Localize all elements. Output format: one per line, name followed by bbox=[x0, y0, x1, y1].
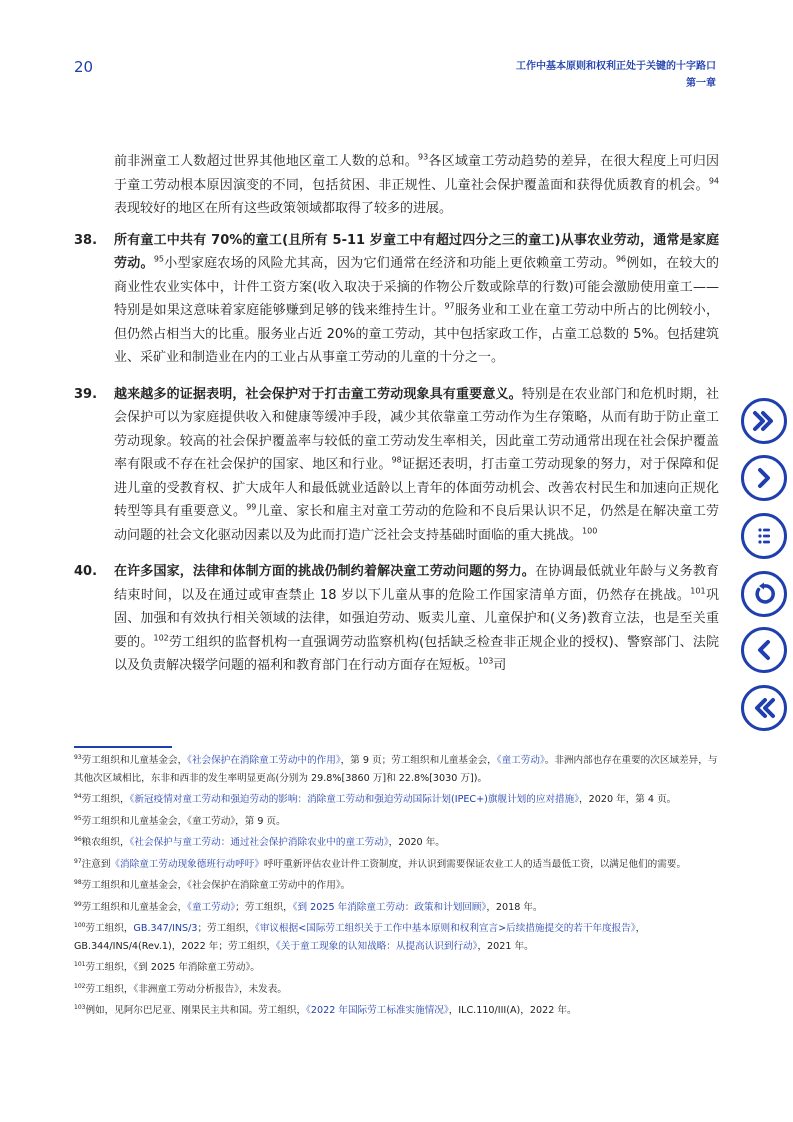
text: 证据还表明，打击童工劳动现象的努力，对于保障和促进儿童的受教育权、扩大成年人和最低就业适龄以上青年的体面劳动机会、改善农村民生和加速向正规化转型等具有重要意义。 bbox=[114, 457, 719, 519]
footnote-number: 96 bbox=[74, 835, 82, 843]
citation-link[interactable]: 《审议根据<国际劳工组织关于工作中基本原则和权利宣言>后续措施提交的若干年度报告》 bbox=[255, 923, 636, 934]
chevron-right-icon bbox=[741, 455, 787, 501]
text: 服务业和工业在童工劳动中所占的比例较小，但仍然占相当大的比重。服务业占近 20%的童工劳动，其中包括家政工作，占童工总数的 5%。包括建筑业、采矿业和制造业在内的工业占从事童工劳动的儿童的十分之一。 bbox=[114, 303, 719, 365]
text: 劳工组织， bbox=[81, 794, 130, 805]
text: 司 bbox=[493, 658, 507, 673]
text: 劳工组织和儿童基金会， bbox=[81, 755, 188, 766]
fast-rewind-icon bbox=[741, 685, 787, 731]
paragraph-39 bbox=[74, 383, 719, 548]
footnote-number: 97 bbox=[74, 857, 82, 865]
text: ；劳工组织， bbox=[197, 923, 256, 934]
text: 表现较好的地区在所有这些政策领域都取得了较多的进展。 bbox=[114, 201, 453, 216]
citation-link[interactable]: 《关于童工现象的认知战略：从提高认识到行动》 bbox=[275, 940, 478, 952]
paragraph-38 bbox=[74, 229, 719, 370]
footnote-103 bbox=[74, 1002, 724, 1020]
paragraph-number: 40. bbox=[74, 564, 98, 579]
footnote-96 bbox=[74, 834, 724, 852]
text: 例如，在较大的商业性农业实体中，计件工资方案(收入取决于采摘的作物公斤数或除草的行数)可能会激励使用童工——特别是如果这意味着家庭能够赚到足够的钱来维持生计。 bbox=[114, 256, 719, 318]
footnote-93 bbox=[74, 752, 724, 787]
footnote-ref[interactable]: 101 bbox=[690, 586, 706, 596]
text: 各区域童工劳动趋势的差异，在很大程度上可归因于童工劳动根本原因演变的不同，包括贫困、非正规性、儿童社会保护覆盖面和获得优质教育的机会。 bbox=[114, 154, 719, 193]
paragraph-40 bbox=[74, 560, 719, 678]
text: 。非洲内部也存在重要的次区域差异，与其他次区域相比，东非和西非的发生率明显更高(分别为 29.8%[3860 万]和 22.8%[3030 万])。 bbox=[74, 755, 718, 784]
text: 巩固、加强和有效执行相关领域的法律，如强迫劳动、贩卖儿童、儿童保护和(义务)教育立法，也是至关重要的。 bbox=[114, 587, 719, 650]
text: 劳工组织和儿童基金会，《童工劳动》，第 9 页。 bbox=[81, 815, 286, 827]
fast-rewind-button[interactable] bbox=[741, 685, 787, 731]
text: 劳工组织的监督机构一直强调劳动监察机构(包括缺乏检查非正规企业的授权)、警察部门、法院以及负责解决辍学问题的福利和教育部门在行动方面存在短板。 bbox=[114, 634, 719, 673]
text: ，GB.344/INS/4(Rev.1)，2022 年；劳工组织， bbox=[74, 923, 646, 952]
footnote-divider bbox=[74, 746, 172, 748]
footnote-ref[interactable]: 97 bbox=[444, 301, 455, 311]
chevron-left-icon bbox=[741, 627, 787, 673]
footnote-number: 94 bbox=[74, 792, 82, 800]
footnote-number: 102 bbox=[74, 982, 86, 990]
paragraph-lead: 所有童工中共有 70%的童工(且所有 5-11 岁童工中有超过四分之三的童工)从事农业劳动，通常是家庭劳动。 bbox=[114, 232, 719, 271]
return-button[interactable] bbox=[741, 571, 787, 617]
footnote-ref[interactable]: 95 bbox=[153, 254, 165, 264]
paragraph-number: 39. bbox=[74, 386, 98, 402]
citation-link[interactable]: 《消除童工劳动现象德班行动呼吁》 bbox=[110, 858, 264, 870]
footnote-number: 100 bbox=[74, 921, 86, 929]
fast-forward-icon bbox=[741, 398, 787, 444]
text: ，2021 年。 bbox=[477, 940, 534, 952]
footnote-number: 101 bbox=[74, 960, 86, 968]
text: 在协调最低就业年龄与义务教育结束时间，以及在通过或审查禁止 18 岁以下儿童从事的危险工作国家清单方面，仍然存在挑战。 bbox=[114, 564, 719, 603]
paragraph-37-continued bbox=[114, 150, 719, 221]
footnote-ref[interactable]: 103 bbox=[478, 656, 494, 666]
text: 特别是在农业部门和危机时期，社会保护可以为家庭提供收入和健康等缓冲手段，减少其依靠童工劳动作为生存策略，从而有助于防止童工劳动现象。较高的社会保护覆盖率与较低的童工劳动发生率相关，因此童工劳动通常出现在社会保护覆盖率有限或不存在社会保护的国家、地区和行业。 bbox=[114, 386, 719, 472]
text: ，2018 年。 bbox=[486, 901, 543, 913]
citation-link[interactable]: 《社会保护在消除童工劳动中的作用》 bbox=[187, 755, 341, 766]
chapter-label: 第一章 bbox=[686, 78, 716, 89]
footnote-ref[interactable]: 102 bbox=[153, 633, 169, 643]
footnote-99 bbox=[74, 899, 724, 917]
text: ，2020 年。 bbox=[388, 837, 445, 848]
citation-link[interactable]: 《社会保护与童工劳动：通过社会保护消除农业中的童工劳动》 bbox=[129, 837, 389, 848]
text: 劳工组织和儿童基金会，《社会保护在消除童工劳动中的作用》。 bbox=[81, 880, 351, 891]
paragraph-lead: 在许多国家，法律和体制方面的挑战仍制约着解决童工劳动问题的努力。 bbox=[114, 564, 535, 579]
citation-link[interactable]: 《到 2025 年消除童工劳动：政策和计划回顾》 bbox=[292, 901, 487, 913]
text: 小型家庭农场的风险尤其高，因为它们通常在经济和功能上更依赖童工劳动。 bbox=[164, 256, 616, 271]
footnote-number: 98 bbox=[74, 878, 82, 886]
citation-link[interactable]: 《童工劳动》 bbox=[496, 755, 545, 766]
contents-button[interactable] bbox=[741, 513, 787, 559]
footnote-ref[interactable]: 94 bbox=[708, 176, 719, 186]
previous-page-button[interactable] bbox=[741, 627, 787, 673]
text: 劳工组织，《非洲童工劳动分析报告》，未发表。 bbox=[85, 983, 287, 995]
running-title bbox=[516, 58, 716, 92]
text: 呼吁重新评估农业计件工资制度，并认识到需要保证农业工人的适当最低工资，以满足他们的需要。 bbox=[263, 858, 687, 870]
citation-link[interactable]: GB.347/INS/3 bbox=[133, 923, 198, 934]
footnote-number: 99 bbox=[74, 900, 82, 908]
footnote-95 bbox=[74, 813, 724, 831]
paragraph-lead: 越来越多的证据表明，社会保护对于打击童工劳动现象具有重要意义。 bbox=[114, 386, 522, 402]
footnotes bbox=[74, 752, 724, 1024]
footnote-97 bbox=[74, 856, 724, 874]
page-number: 20 bbox=[74, 58, 94, 76]
citation-link[interactable]: 《2022 年国际劳工标准实施情况》 bbox=[306, 1005, 449, 1016]
footnote-98 bbox=[74, 877, 724, 895]
text: ，2020 年，第 4 页。 bbox=[579, 794, 677, 805]
footnote-100 bbox=[74, 920, 724, 955]
footnote-number: 93 bbox=[74, 753, 82, 761]
footnote-ref[interactable]: 99 bbox=[246, 502, 257, 512]
next-page-button[interactable] bbox=[741, 455, 787, 501]
text: 前非洲童工人数超过世界其他地区童工人数的总和。 bbox=[114, 154, 418, 169]
footnote-number: 95 bbox=[74, 814, 82, 822]
footnote-102 bbox=[74, 981, 724, 999]
text: 注意到 bbox=[81, 858, 111, 870]
footnote-ref[interactable]: 96 bbox=[615, 254, 627, 264]
footnote-101 bbox=[74, 959, 724, 977]
text: ；劳工组织， bbox=[235, 901, 293, 913]
citation-link[interactable]: 《新冠疫情对童工劳动和强迫劳动的影响：消除童工劳动和强迫劳动国际计划(IPEC+)旗舰计划的应对措施》 bbox=[129, 794, 580, 805]
text: 劳工组织， bbox=[85, 923, 134, 934]
footnote-number: 103 bbox=[74, 1003, 86, 1011]
contents-icon bbox=[741, 513, 787, 559]
return-icon bbox=[741, 571, 787, 617]
footnote-ref[interactable]: 98 bbox=[391, 455, 402, 465]
report-title: 工作中基本原则和权利正处于关键的十字路口 bbox=[516, 61, 716, 72]
fast-forward-button[interactable] bbox=[741, 398, 787, 444]
text: 劳工组织和儿童基金会， bbox=[81, 901, 188, 913]
footnote-94 bbox=[74, 791, 724, 809]
text: 劳工组织，《到 2025 年消除童工劳动》。 bbox=[85, 962, 260, 973]
text: ，第 9 页；劳工组织和儿童基金会， bbox=[340, 755, 497, 766]
text: ，ILC.110/III(A)，2022 年。 bbox=[448, 1005, 577, 1016]
body-text bbox=[74, 150, 719, 691]
text: 例如，见阿尔巴尼亚、刚果民主共和国。劳工组织， bbox=[85, 1005, 307, 1016]
footnote-ref[interactable]: 100 bbox=[582, 526, 598, 536]
footnote-ref[interactable]: 93 bbox=[418, 152, 429, 162]
paragraph-number: 38. bbox=[74, 232, 98, 248]
citation-link[interactable]: 《童工劳动》 bbox=[187, 901, 236, 913]
text: 粮农组织， bbox=[81, 837, 130, 848]
text: 儿童、家长和雇主对童工劳动的危险和不良后果认识不足，仍然是在解决童工劳动问题的社会文化驱动因素以及为此而打造广泛社会支持基础时面临的重大挑战。 bbox=[114, 504, 719, 543]
